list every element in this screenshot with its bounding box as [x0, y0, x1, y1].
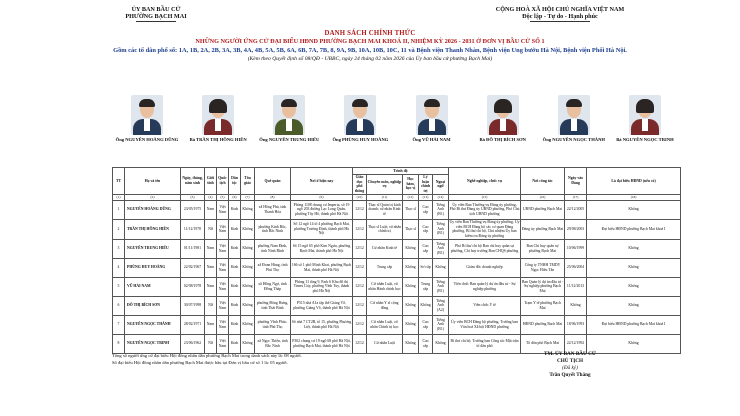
table-row	[113, 200, 681, 219]
table-cell: 166 số 1 phố Minh Khai, phường Bạch Mai, thành phố Hà Nội	[291, 258, 353, 277]
table-cell: phường Nam Định, tỉnh Ninh Bình	[255, 239, 291, 258]
table-cell: Kinh	[229, 200, 241, 219]
table-cell: Nam	[205, 239, 217, 258]
column-number: (15)	[449, 194, 521, 200]
table-cell: Cao cấp	[419, 239, 433, 258]
table-row	[113, 239, 681, 258]
table-cell: 8	[113, 334, 125, 353]
table-cell: Không	[403, 239, 419, 258]
table-cell: 5	[113, 277, 125, 296]
table-cell: Nam	[205, 277, 217, 296]
org-line-2: PHƯỜNG BẠCH MAI	[125, 13, 187, 20]
table-cell: Việt Nam	[217, 219, 229, 239]
nation-line-1: CỘNG HOÀ XÃ HỘI CHỦ NGHĨA VIỆT NAM	[495, 6, 625, 13]
nation-line-2: Độc lập - Tự do - Hạnh phúc	[522, 13, 598, 20]
issuing-authority	[96, 6, 216, 22]
column-number: (6)	[229, 194, 241, 200]
table-cell: Trạm Y tế phường Bạch Mai	[521, 296, 565, 315]
table-cell: Tiếng Anh (B1)	[433, 277, 449, 296]
table-cell: Trung cấp	[419, 277, 433, 296]
candidate-photo-card	[539, 95, 609, 142]
table-cell: Không	[403, 315, 419, 334]
table-cell: Không	[587, 239, 681, 258]
table-cell: Không	[241, 296, 255, 315]
table-cell: Tiếng Anh (A2)	[433, 296, 449, 315]
candidate-photo-card	[610, 95, 680, 142]
candidate-photo-strip	[112, 95, 680, 142]
candidate-name: NGUYỄN TRUNG HIẾU	[125, 239, 181, 258]
column-number: (13)	[419, 194, 433, 200]
table-cell: Không	[587, 200, 681, 219]
table-cell: Nam	[205, 200, 217, 219]
total-candidates-note: Tổng số người ứng cử đại biểu Hội đồng nhân dân phường Bạch Mai trong danh sách này là: 08 người.	[112, 353, 302, 358]
candidate-name: TRẦN THỊ HỒNG HIÊN	[125, 219, 181, 239]
table-cell: 30/07/1998	[181, 296, 205, 315]
photo-caption: Bà ĐỖ THỊ BÍCH SƠN	[479, 137, 526, 142]
table-row	[113, 277, 681, 296]
table-cell: Không	[433, 258, 449, 277]
table-cell: HĐND phường Bạch Mai	[521, 315, 565, 334]
table-cell: Ban Quản lý dự án đầu tư - Sự nghiệp phường Bạch Mai	[521, 277, 565, 296]
photo-caption: Ông PHÙNG HUY HOÀNG	[332, 137, 389, 142]
candidate-photo-card	[468, 95, 538, 142]
table-cell: Không	[403, 334, 419, 353]
table-cell: Thạc sĩ	[403, 200, 419, 219]
table-cell: Nữ	[205, 296, 217, 315]
table-cell: 10/06/1999	[565, 239, 587, 258]
photo-caption: Ông NGUYỄN TRUNG HIẾU	[259, 137, 320, 142]
table-cell: Sơ cấp	[419, 258, 433, 277]
table-cell: Cao cấp	[419, 200, 433, 219]
table-cell: Không	[587, 277, 681, 296]
table-cell: Kinh	[229, 296, 241, 315]
header-divider	[136, 21, 176, 22]
table-cell: 22/02/1967	[181, 258, 205, 277]
table-cell: Việt Nam	[217, 258, 229, 277]
table-cell: xã Ngọc Thiện, tỉnh Bắc Ninh	[255, 334, 291, 353]
column-header: Là đại biểu HĐND (nếu có)	[587, 168, 681, 195]
table-cell: Việt Nam	[217, 277, 229, 296]
column-header: Nơi ở hiện nay	[291, 168, 353, 195]
column-number: (11)	[367, 194, 403, 200]
column-header: Ngày, tháng, năm sinh	[181, 168, 205, 195]
candidate-portrait	[131, 95, 163, 135]
column-number: (7)	[241, 194, 255, 200]
table-cell: Tiếng Anh (B1)	[433, 315, 449, 334]
candidate-name: ĐỖ THỊ BÍCH SƠN	[125, 296, 181, 315]
column-header: Tôn giáo	[241, 168, 255, 195]
table-cell: 12/12	[353, 258, 367, 277]
table-cell: Không	[587, 258, 681, 277]
table-cell: 12/12	[353, 239, 367, 258]
seats-note: Số đại biểu Hội đồng nhân dân phường Bạch Mai được bầu tại Đơn vị bầu cử số 1 là: 05 người.	[112, 360, 288, 365]
table-cell: Nữ	[205, 219, 217, 239]
table-cell: 12/12	[353, 334, 367, 353]
table-cell: Viên chức Y tế	[449, 296, 521, 315]
candidate-portrait	[344, 95, 376, 135]
table-cell: Việt Nam	[217, 315, 229, 334]
table-cell: Bí thư chi bộ, Trưởng ban Công tác Mặt trận tổ dân phố	[449, 334, 521, 353]
table-cell: 12/12	[353, 219, 367, 239]
table-cell: Thạc sĩ	[403, 219, 419, 239]
table-cell: Nam	[205, 315, 217, 334]
table-cell: Cao cấp	[419, 219, 433, 239]
table-cell: Không	[241, 219, 255, 239]
column-number: (12)	[403, 194, 419, 200]
table-cell: Tiếng Anh (B1)	[433, 200, 449, 219]
table-cell: Cao cấp	[419, 315, 433, 334]
table-cell: 2	[113, 219, 125, 239]
table-cell: Cử nhân Luật, cử nhân Hành chính học	[367, 277, 403, 296]
table-cell: 12/12	[353, 296, 367, 315]
sign-status: (Đã ký)	[562, 365, 578, 371]
table-cell: 7	[113, 315, 125, 334]
table-cell: Đại biểu HĐND phường Bạch Mai khoá I	[587, 219, 681, 239]
column-number: (2)	[125, 194, 181, 200]
motto-divider	[530, 21, 590, 22]
table-row	[113, 296, 681, 315]
table-cell: xã Hồng Ngự, tỉnh Đồng Tháp	[255, 277, 291, 296]
table-cell: Việt Nam	[217, 239, 229, 258]
table-header	[113, 168, 681, 201]
table-row	[113, 258, 681, 277]
table-cell: Ủy viên Ban Thường vụ Đảng ủy phường, Phó Bí thư Đảng ủy UBND phường, Phó Chủ tịch UBND phường	[449, 200, 521, 219]
table-cell: Phòng 11 tầng 9, Park 6 Khu đô thị Times City, phường Vĩnh Tuy, thành phố Hà Nội	[291, 277, 353, 296]
photo-caption: Bà TRẦN THỊ HỒNG HIÊN	[189, 137, 247, 142]
table-cell: Tiếng Anh (B1)	[433, 239, 449, 258]
table-cell: Kinh	[229, 219, 241, 239]
table-cell: phường Kinh Bắc, tỉnh Bắc Ninh	[255, 219, 291, 239]
signature-block	[510, 351, 630, 379]
column-header: TT	[113, 168, 125, 195]
table-cell: Kinh	[229, 277, 241, 296]
candidate-portrait	[487, 95, 519, 135]
table-cell: Số nhà 7 CT2B, tổ 15, phường Phương Liệt, thành phố Hà Nội	[291, 315, 353, 334]
column-number: (3)	[181, 194, 205, 200]
decision-reference: (Kèm theo Quyết định số 08/QĐ - UBBC, ngày 24 tháng 02 năm 2026 của Ủy ban bầu cử phường Bạch Mai)	[247, 56, 493, 62]
column-header: Ngoại ngữ	[433, 174, 449, 194]
table-row	[113, 315, 681, 334]
table-cell: 22/12/2005	[565, 200, 587, 219]
column-header: Nghề nghiệp, chức vụ	[449, 168, 521, 195]
candidate-name: PHÙNG HUY HOÀNG	[125, 258, 181, 277]
table-cell: Cử nhân Luật	[367, 334, 403, 353]
photo-caption: Bà NGUYỄN NGỌC TRINH	[616, 137, 674, 142]
table-cell: Việt Nam	[217, 334, 229, 353]
table-cell: Việt Nam	[217, 200, 229, 219]
column-header: Họ và tên	[125, 168, 181, 195]
column-header: Giáo dục phổ thông	[353, 174, 367, 194]
table-cell: P302 chung cư 19 ngõ 68 phố Hà Nội, phường Bạch Mai, thành phố Hà Nội	[291, 334, 353, 353]
signer-name: Trần Quyết Thắng	[549, 372, 591, 378]
table-cell: Ban Chỉ huy quân sự phường Bạch Mai	[521, 239, 565, 258]
table-cell: xã Đoan Hùng, tỉnh Phú Thọ	[255, 258, 291, 277]
photo-caption: Ông NGUYỄN HOÀNG DŨNG	[115, 137, 179, 142]
table-cell: Đại biểu HĐND phường Bạch Mai khoá I	[587, 315, 681, 334]
table-cell: Trung cấp	[367, 258, 403, 277]
table-cell: Giám đốc doanh nghiệp	[449, 258, 521, 277]
photo-caption: Ông NGUYỄN NGỌC THÀNH	[542, 137, 605, 142]
table-cell: P515 nhà A1a tập thể Giảng Võ, phường Giảng Võ, thành phố Hà Nội	[291, 296, 353, 315]
column-header: Ngày vào Đảng	[565, 168, 587, 195]
table-cell: Cao cấp	[419, 334, 433, 353]
table-cell: Thạc sĩ Quản trị kinh doanh; cử nhân Kinh tế	[367, 200, 403, 219]
column-number: (4)	[205, 194, 217, 200]
table-cell: Thạc sĩ Luật; cử nhân chính trị	[367, 219, 403, 239]
table-cell: Không	[403, 296, 419, 315]
column-number: (16)	[521, 194, 565, 200]
table-cell: Đảng ủy phường Bạch Mai	[521, 219, 565, 239]
table-cell: Tổ dân phố Bạch Mai	[521, 334, 565, 353]
table-cell: Công ty TNHH TMDV Ngọc Hiếu Tân	[521, 258, 565, 277]
candidate-photo-card	[183, 95, 253, 142]
table-cell: 1	[113, 200, 125, 219]
column-number: (8)	[255, 194, 291, 200]
table-cell: Nam	[205, 258, 217, 277]
candidate-name: VŨ HẢI NAM	[125, 277, 181, 296]
candidate-portrait	[273, 95, 305, 135]
candidate-photo-card	[112, 95, 182, 142]
table-cell: Không	[433, 334, 449, 353]
table-cell: 01/11/1981	[181, 239, 205, 258]
candidate-portrait	[629, 95, 661, 135]
document-subtitle: NHỮNG NGƯỜI ỨNG CỬ ĐẠI BIỂU HĐND PHƯỜNG BẠCH MAI KHOÁ II, NHIỆM KỲ 2026 - 2031 Ở ĐƠN VỊ BẦU CỬ SỐ 1	[195, 38, 545, 45]
column-header: Nơi công tác	[521, 168, 565, 195]
table-cell: UBND phường Bạch Mai	[521, 200, 565, 219]
table-cell: Tiếng Anh (B1)	[433, 219, 449, 239]
table-cell: 22/12/1992	[565, 334, 587, 353]
table-cell: Nữ	[205, 334, 217, 353]
candidate-table	[112, 167, 681, 354]
table-cell: Không	[403, 277, 419, 296]
table-cell: xã Hồng Phú, tỉnh Thanh Hóa	[255, 200, 291, 219]
table-cell: Cử nhân Kinh tế	[367, 239, 403, 258]
column-header: Chuyên môn, nghiệp vụ	[367, 174, 403, 194]
constituency-scope: Gồm các tổ dân phố số: 1A, 1B, 2A, 2B, 3A, 3B, 4A, 4B, 5A, 5B, 6A, 6B, 7A, 7B, 8, 9A, 9B, 10A, 10B, 10C, 11 và Bệnh viện Thanh Nhàn, Bệnh viện Ung bướu Hà Nội, Bệnh viện Phổi Hà Nội.	[113, 47, 627, 54]
column-header: Lý luận chính trị	[419, 174, 433, 194]
table-cell: Kinh	[229, 334, 241, 353]
table-cell: phường Vĩnh Phúc, tỉnh Phú Thọ	[255, 315, 291, 334]
national-motto	[470, 6, 650, 22]
table-cell: 12/12	[353, 277, 367, 296]
candidate-name: NGUYỄN NGỌC TRINH	[125, 334, 181, 353]
table-cell: Không	[419, 296, 433, 315]
table-cell: 25/06/2004	[565, 258, 587, 277]
org-line-1: ỦY BAN BẦU CỬ	[131, 6, 181, 13]
column-number: (9)	[291, 194, 353, 200]
table-cell: Không	[565, 296, 587, 315]
table-cell: Không	[241, 258, 255, 277]
table-cell: 29/08/2003	[565, 219, 587, 239]
column-header: Giới tính	[205, 168, 217, 195]
table-cell: Cử nhân Luật, cử nhân Chính trị học	[367, 315, 403, 334]
candidate-name: NGUYỄN NGỌC THÀNH	[125, 315, 181, 334]
column-header: Học hàm, học vị	[403, 174, 419, 194]
table-cell: 12/12	[353, 200, 367, 219]
table-cell: 11/12/1978	[181, 219, 205, 239]
table-cell: 02/08/1978	[181, 277, 205, 296]
candidate-portrait	[558, 95, 590, 135]
column-number: (18)	[587, 194, 681, 200]
table-cell: phường Đông Hưng, tỉnh Thái Bình	[255, 296, 291, 315]
table-cell: Không	[403, 258, 419, 277]
table-cell: Số 12 ngõ 14 tổ 4 phường Bạch Mai, phường Trương Định, thành phố Hà Nội	[291, 219, 353, 239]
table-cell: 23/05/1975	[181, 200, 205, 219]
table-cell: 4	[113, 258, 125, 277]
table-cell: Số 15 ngõ 65 phố Kim Ngưu, phường Bạch Mai, thành phố Hà Nội	[291, 239, 353, 258]
summary-notes	[112, 352, 432, 366]
table-cell: Không	[587, 296, 681, 315]
table-cell: Không	[241, 277, 255, 296]
column-number: (1)	[113, 194, 125, 200]
sign-role: CHỦ TỊCH	[557, 358, 583, 364]
table-cell: 28/02/1971	[181, 315, 205, 334]
document-title: DANH SÁCH CHÍNH THỨC	[324, 30, 416, 37]
table-cell: Kinh	[229, 258, 241, 277]
column-number: (5)	[217, 194, 229, 200]
table-cell: Kinh	[229, 315, 241, 334]
table-cell: 23/06/1962	[181, 334, 205, 353]
column-number: (10)	[353, 194, 367, 200]
table-cell: Không	[241, 200, 255, 219]
table-cell: Viện chức Ban quản lý dự án đầu tư - Sự nghiệp phường	[449, 277, 521, 296]
column-header: Quê quán	[255, 168, 291, 195]
table-cell: Ủy viên BCH Đảng bộ phường, Trưởng ban Văn hoá Xã hội HĐND phường	[449, 315, 521, 334]
column-number: (14)	[433, 194, 449, 200]
table-cell: Ủy viên Ban Thường vụ Đảng ủy phường, Ủy viên BCH Đảng bộ các cơ quan Đảng phường, Bí thư chi bộ, Chủ nhiệm Ủy ban kiểm tra Đảng ủy phường	[449, 220, 520, 238]
candidate-name: NGUYỄN HOÀNG DŨNG	[125, 200, 181, 219]
column-header: Quốc tịch	[217, 168, 229, 195]
table-cell: Việt Nam	[217, 296, 229, 315]
table-body	[113, 200, 681, 353]
photo-caption: Ông VŨ HẢI NAM	[412, 137, 451, 142]
table-cell: 6	[113, 296, 125, 315]
candidate-photo-card	[325, 95, 395, 142]
sign-org: TM. ỦY BAN BẦU CỬ	[544, 351, 596, 357]
table-cell: Không	[241, 334, 255, 353]
table-cell: Kinh	[229, 239, 241, 258]
column-group-header: Trình độ	[353, 168, 449, 175]
table-row	[113, 219, 681, 239]
table-cell: 12/12	[353, 315, 367, 334]
table-cell: Không	[241, 315, 255, 334]
candidate-portrait	[202, 95, 234, 135]
table-cell: Cử nhân Y sĩ cộng đồng	[367, 296, 403, 315]
table-cell: 11/12/2013	[565, 277, 587, 296]
table-cell: 18/06/1993	[565, 315, 587, 334]
table-cell: Phó Bí thư chi bộ Ban chỉ huy quân sự phường, Chỉ huy trưởng Ban CHQS phường	[449, 239, 521, 258]
candidate-photo-card	[254, 95, 324, 142]
candidate-photo-card	[397, 95, 467, 142]
candidate-portrait	[416, 95, 448, 135]
table-cell: 3	[113, 239, 125, 258]
table-cell: Phòng 1108 chung cư Imperia, số 19 ngõ 203 đường Lạc Long Quân, phường Tây Hồ, thành phố Hà Nội	[291, 200, 353, 219]
column-header: Dân tộc	[229, 168, 241, 195]
table-cell: Không	[587, 334, 681, 353]
column-number: (17)	[565, 194, 587, 200]
table-cell: Không	[241, 239, 255, 258]
